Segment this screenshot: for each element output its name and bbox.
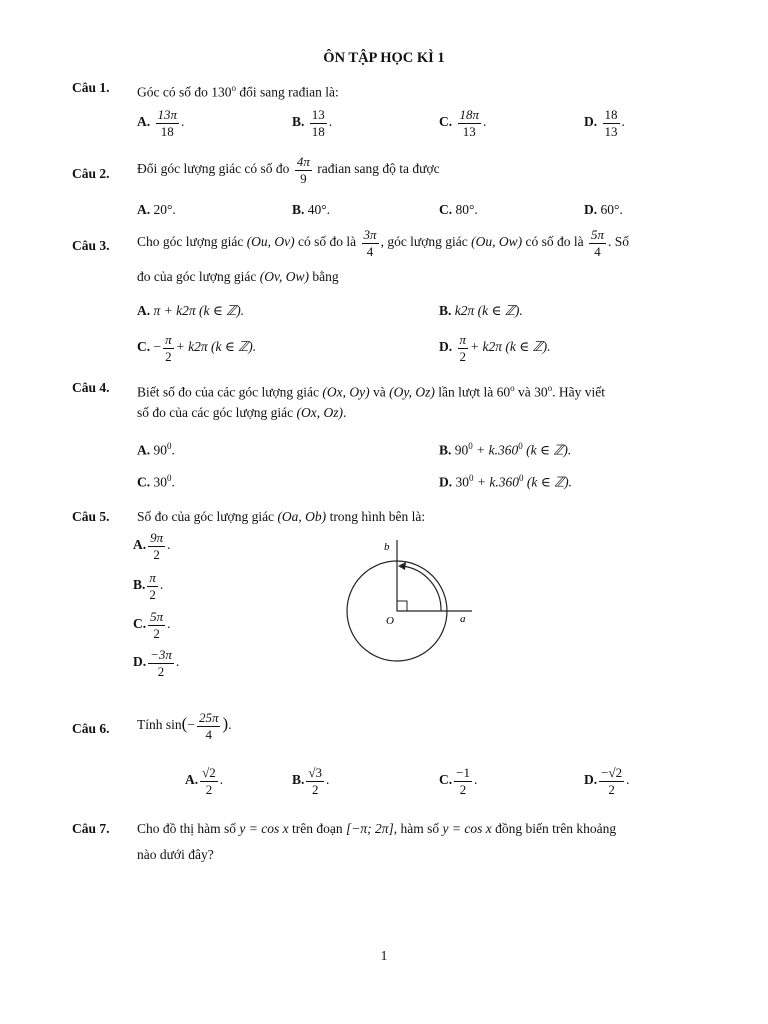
degree: 0 — [469, 473, 474, 483]
fraction — [148, 648, 174, 678]
question-4-text — [137, 380, 732, 401]
math: (Ov, Ow) — [259, 269, 310, 284]
math: (Ox, Oy) — [322, 384, 370, 400]
degree: 0 — [167, 441, 172, 451]
question-6-text — [137, 711, 232, 741]
numerator: 5π — [150, 609, 164, 624]
denominator: 2 — [157, 663, 165, 679]
option-label: B. — [133, 577, 146, 593]
tail: . — [171, 442, 175, 458]
question-3-label: Câu 3. — [72, 238, 110, 253]
math: (Oy, Oz) — [389, 384, 435, 400]
fraction — [454, 766, 472, 796]
q4-option-a[interactable] — [137, 441, 175, 459]
degree: o — [547, 383, 553, 393]
denominator: 4 — [594, 243, 601, 259]
option-value: π + k2π (k ∈ ℤ). — [150, 303, 245, 318]
option-label: C. — [133, 616, 147, 632]
degree: 0 — [518, 441, 523, 451]
page-number: 1 — [380, 948, 388, 963]
q1-degree: o — [231, 83, 236, 93]
text: trong hình bên là: — [326, 509, 426, 524]
option-value: + k.360 — [473, 474, 519, 490]
text: trên đoạn — [288, 821, 346, 836]
q4-option-b[interactable] — [439, 441, 571, 459]
paren-close: ) — [222, 714, 229, 734]
option-label: C. — [137, 339, 151, 355]
option-value: 80°. — [452, 202, 478, 217]
option-value: 90 — [150, 442, 167, 458]
q5-option-d[interactable] — [133, 648, 179, 678]
question-1-text — [137, 80, 339, 101]
denominator: 18 — [160, 123, 174, 139]
q3-option-d[interactable] — [439, 333, 551, 363]
text: đo của góc lượng giác — [137, 269, 260, 284]
text: Cho góc lượng giác — [137, 234, 247, 250]
numerator: 4π — [296, 154, 310, 169]
unit-circle-figure — [340, 535, 480, 665]
tail: . — [219, 772, 224, 788]
fraction — [200, 766, 218, 796]
tail: . — [626, 772, 630, 788]
question-5-label: Câu 5. — [72, 509, 110, 524]
option-value: 30 — [452, 474, 469, 490]
tail: . — [167, 616, 171, 632]
tail: . — [228, 717, 232, 733]
option-value: + k2π (k ∈ ℤ). — [470, 339, 551, 355]
denominator: 13 — [604, 123, 618, 139]
numerator: √2 — [202, 765, 216, 780]
math: (Ou, Ow) — [471, 234, 523, 250]
denominator: 2 — [608, 781, 615, 797]
option-label: D. — [439, 474, 453, 490]
text: và 30 — [514, 384, 548, 400]
tail: . — [328, 114, 333, 130]
q6-option-b[interactable] — [292, 766, 329, 796]
math: (Ox, Oz) — [296, 405, 344, 420]
q5-option-b[interactable] — [133, 571, 163, 601]
denominator: 2 — [459, 348, 466, 364]
numerator: 13π — [157, 107, 178, 122]
text: có số đo là — [522, 234, 587, 250]
question-2-label: Câu 2. — [72, 166, 110, 181]
fraction — [306, 766, 324, 796]
denominator: 4 — [366, 243, 374, 259]
fraction — [603, 108, 620, 138]
numerator: 25π — [198, 710, 219, 725]
tail: . — [483, 114, 487, 130]
option-label: B. — [292, 202, 305, 217]
question-7-text-line2: nào dưới đây? — [137, 847, 214, 862]
option-value: 30 — [150, 474, 167, 490]
page-title: ÔN TẬP HỌC KÌ 1 — [323, 50, 445, 66]
numerator: 18 — [604, 107, 618, 122]
numerator: π — [165, 332, 172, 347]
option-label: C. — [439, 772, 453, 788]
option-label: D. — [584, 114, 598, 130]
q6-option-d[interactable] — [584, 766, 629, 796]
tail: . — [159, 577, 164, 593]
denominator: 2 — [311, 781, 319, 797]
text: có số đo là — [294, 234, 360, 250]
option-value: (k ∈ ℤ). — [523, 474, 573, 490]
label-a: a — [460, 613, 466, 625]
denominator: 4 — [205, 726, 212, 742]
degree: 0 — [167, 473, 172, 483]
option-label: D. — [584, 772, 598, 788]
text: Tính sin — [137, 717, 182, 733]
option-label: A. — [137, 114, 151, 130]
q2-option-c[interactable] — [439, 202, 478, 218]
fraction — [147, 571, 158, 601]
rotation-arc — [402, 566, 441, 611]
q2-option-b[interactable] — [292, 202, 330, 218]
question-5-text — [137, 509, 425, 525]
q3-option-c[interactable] — [137, 333, 256, 363]
fraction — [362, 228, 379, 258]
degree: 0 — [468, 441, 473, 451]
q2-text-b: rađian sang độ ta được — [313, 161, 440, 177]
text: và — [369, 384, 390, 400]
numerator: 13 — [311, 107, 325, 122]
fraction — [310, 108, 327, 138]
option-label: D. — [584, 202, 598, 217]
option-value: + k2π (k ∈ ℤ). — [175, 339, 257, 355]
text: , hàm số — [393, 821, 443, 836]
denominator: 2 — [459, 781, 467, 797]
tail: . — [181, 114, 185, 130]
q1-option-a[interactable] — [137, 108, 184, 138]
option-label: B. — [439, 303, 452, 318]
fraction — [589, 228, 606, 258]
option-label: C. — [137, 474, 151, 490]
q2-text-a: Đổi góc lượng giác có số đo — [137, 161, 293, 177]
text: . — [343, 405, 347, 420]
minus-sign: − — [187, 717, 195, 733]
text: Cho đồ thị hàm số — [137, 821, 240, 836]
fraction — [295, 155, 312, 185]
denominator: 2 — [149, 586, 156, 602]
q1-option-d[interactable] — [584, 108, 625, 138]
q1-option-b[interactable] — [292, 108, 332, 138]
text: lần lượt là 60 — [434, 384, 511, 400]
option-value: k2π (k ∈ ℤ). — [451, 303, 523, 318]
question-6-label: Câu 6. — [72, 721, 110, 736]
degree: o — [510, 383, 515, 393]
math: y = cos x — [239, 821, 289, 836]
numerator: 18π — [459, 107, 480, 122]
q4-option-c[interactable] — [137, 473, 175, 491]
q1-text-a: Góc có số đo 130 — [137, 84, 232, 100]
option-value: 40°. — [304, 202, 331, 217]
text: . Số — [608, 234, 630, 250]
right-angle-mark — [397, 601, 407, 611]
numerator: √3 — [308, 765, 323, 780]
option-value: 20°. — [150, 202, 176, 217]
denominator: 9 — [300, 170, 307, 186]
denominator: 2 — [205, 781, 213, 797]
option-label: C. — [439, 114, 453, 130]
math: y = cos x — [442, 821, 492, 836]
question-4-text-line2 — [137, 405, 346, 421]
math: [−π; 2π] — [345, 821, 394, 836]
question-7-label: Câu 7. — [72, 821, 110, 836]
q2-option-d[interactable] — [584, 202, 623, 218]
q1-text-b: đổi sang rađian là: — [236, 84, 339, 100]
numerator: π — [459, 332, 467, 347]
text: , góc lượng giác — [380, 234, 472, 250]
fraction — [197, 711, 221, 741]
paren-open: ( — [181, 714, 188, 734]
option-value: + k.360 — [472, 442, 519, 458]
math: (Ou, Ov) — [246, 234, 295, 250]
question-4-label: Câu 4. — [72, 380, 110, 395]
numerator: −√2 — [601, 765, 623, 780]
fraction — [599, 766, 624, 796]
option-label: A. — [133, 537, 147, 553]
question-3-text — [137, 228, 732, 258]
numerator: 5π — [591, 227, 605, 242]
math: (Oa, Ob) — [277, 509, 327, 524]
numerator: 3π — [363, 227, 377, 242]
fraction — [148, 610, 165, 640]
q3-option-b[interactable] — [439, 303, 523, 319]
tail: . — [473, 772, 478, 788]
degree: 0 — [518, 473, 524, 483]
option-label: A. — [137, 202, 151, 217]
numerator: −3π — [150, 647, 172, 662]
option-label: D. — [133, 654, 147, 670]
fraction — [458, 333, 469, 363]
question-1-label: Câu 1. — [72, 80, 110, 95]
option-label: B. — [292, 114, 305, 130]
text: Số đo của góc lượng giác — [137, 509, 278, 524]
text: số đo của các góc lượng giác — [137, 405, 297, 420]
denominator: 13 — [462, 123, 476, 139]
minus-sign: − — [150, 339, 162, 355]
denominator: 2 — [153, 625, 160, 641]
label-b: b — [384, 541, 390, 553]
q4-option-d[interactable] — [439, 473, 572, 491]
option-label: B. — [292, 772, 305, 788]
text: bằng — [309, 269, 339, 284]
tail: . — [171, 474, 175, 490]
numerator: π — [149, 570, 156, 585]
option-label: A. — [185, 772, 199, 788]
arrow-head — [398, 562, 406, 570]
tail: . — [621, 114, 625, 130]
text: . Hãy viết — [552, 384, 605, 400]
q6-option-c[interactable] — [439, 766, 477, 796]
denominator: 2 — [153, 546, 160, 562]
label-o: O — [386, 615, 394, 627]
numerator: −1 — [456, 765, 470, 780]
denominator: 18 — [311, 123, 325, 139]
fraction — [156, 108, 180, 138]
numerator: 9π — [150, 530, 164, 545]
option-value: 60°. — [597, 202, 623, 217]
fraction — [163, 333, 174, 363]
fraction — [458, 108, 482, 138]
q6-option-a[interactable] — [185, 766, 223, 796]
tail: . — [175, 654, 180, 670]
tail: . — [167, 537, 171, 553]
option-value: (k ∈ ℤ). — [522, 442, 572, 458]
option-label: A. — [137, 442, 151, 458]
question-2-text — [137, 155, 440, 185]
option-label: C. — [439, 202, 453, 217]
question-7-text — [137, 821, 732, 837]
q5-option-c[interactable] — [133, 610, 171, 640]
denominator: 2 — [165, 348, 172, 364]
option-value: 90 — [451, 442, 469, 458]
question-3-text-line2 — [137, 269, 339, 285]
option-label: B. — [439, 442, 452, 458]
q2-option-a[interactable] — [137, 202, 176, 218]
q5-option-a[interactable] — [133, 531, 171, 561]
fraction — [148, 531, 165, 561]
tail: . — [326, 772, 330, 788]
option-label: D. — [439, 339, 453, 355]
option-label: A. — [137, 303, 151, 318]
q3-option-a[interactable] — [137, 303, 244, 319]
text: Biết số đo của các góc lượng giác — [137, 384, 323, 400]
text: đồng biến trên khoảng — [491, 821, 617, 836]
q1-option-c[interactable] — [439, 108, 486, 138]
